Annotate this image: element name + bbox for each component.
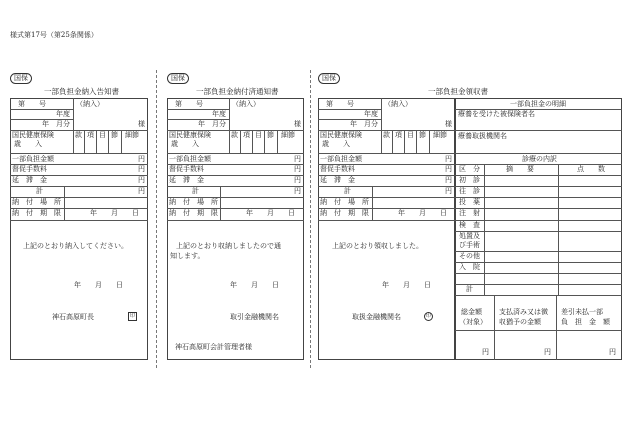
due-date: 年 月 日	[246, 209, 295, 217]
remain-label: 差引未払一部	[561, 308, 603, 316]
honorific: 様	[294, 120, 301, 128]
col-moku: 目	[255, 131, 262, 139]
tax-item: 歳 入	[322, 140, 350, 148]
col-moku: 目	[407, 131, 414, 139]
total-label: 計	[192, 187, 199, 195]
amount-label: 一部負担金額	[169, 155, 211, 163]
insurance-label: 国民健康保険	[12, 131, 54, 139]
notice-title: 一部負担金納入告知書	[44, 87, 119, 96]
seal-icon: 印	[129, 313, 135, 319]
receipt-notice-message-2: 知します。	[170, 252, 205, 260]
paid-label-2: 収猶予の金額	[499, 318, 541, 326]
bank-name: 取扱金融機関名	[352, 313, 401, 321]
kokuho-tag: 国保	[318, 73, 340, 84]
number-note: （納入）	[76, 100, 104, 108]
receipt-notice-date: 年 月 日	[230, 281, 279, 289]
section-oushin: 往 診	[459, 187, 480, 195]
section-shoshin: 初 診	[459, 176, 480, 184]
col-saisetsu: 細節	[125, 131, 139, 139]
col-kou: 項	[243, 131, 250, 139]
fee-label: 督促手数料	[320, 165, 355, 173]
notice-message: 上記のとおり納入してください。	[23, 242, 128, 250]
section-touyaku: 投 薬	[459, 198, 480, 206]
tax-item: 歳 入	[14, 140, 42, 148]
section-kensa: 検 査	[459, 221, 480, 229]
place-label: 納 付 場 所	[12, 198, 61, 206]
remain-label-2: 負 担 金 額	[561, 318, 610, 326]
cut-line-1	[156, 70, 157, 368]
yen: 円	[138, 187, 145, 195]
yen: 円	[138, 176, 145, 184]
col-kou: 項	[395, 131, 402, 139]
insured-label: 療養を受けた被保険者名	[458, 110, 535, 118]
kokuho-tag: 国保	[10, 73, 32, 84]
yen: 円	[294, 155, 301, 163]
col-moku: 目	[99, 131, 106, 139]
col-kou: 項	[87, 131, 94, 139]
col-setsu: 節	[419, 131, 426, 139]
fiscal-year: 年度	[212, 110, 226, 118]
treatment-title: 診療の内訳	[522, 155, 557, 163]
yen: 円	[544, 348, 551, 356]
due-date: 年 月 日	[398, 209, 447, 217]
points-label: 点 数	[577, 165, 605, 173]
receipt-title: 一部負担金領収書	[428, 87, 488, 96]
total-amount-label: 総金額	[461, 308, 482, 316]
due-label: 納 付 期 限	[12, 209, 61, 217]
col-saisetsu: 細節	[281, 131, 295, 139]
yen: 円	[445, 187, 452, 195]
col-kan: 款	[231, 131, 238, 139]
yen: 円	[294, 187, 301, 195]
amount-label: 一部負担金額	[12, 155, 54, 163]
receipt-notice-title: 一部負担金納付済通知書	[196, 87, 279, 96]
section-shochi-1: 処置及	[459, 232, 480, 240]
facility-label: 療養取扱機関名	[458, 132, 507, 140]
section-chusha: 注 射	[459, 209, 480, 217]
receipt-notice-message-1: 上記のとおり収納しましたので通	[176, 242, 281, 250]
yen: 円	[482, 348, 489, 356]
honorific: 様	[445, 120, 452, 128]
year-month: 年 月分	[350, 120, 378, 128]
receipt-message: 上記のとおり領収しました。	[332, 242, 423, 250]
due-date: 年 月 日	[90, 209, 139, 217]
kokuho-tag: 国保	[167, 73, 189, 84]
insurance-label: 国民健康保険	[169, 131, 211, 139]
seal-icon: 印	[425, 313, 431, 319]
year-month: 年 月分	[42, 120, 70, 128]
bank-name: 取引金融機関名	[230, 313, 279, 321]
yen: 円	[138, 155, 145, 163]
col-setsu: 節	[111, 131, 118, 139]
treasurer: 神石高原町会計管理者様	[175, 343, 252, 351]
fiscal-year: 年度	[56, 110, 70, 118]
section-sonota: その他	[459, 252, 480, 260]
tax-item: 歳 入	[171, 140, 199, 148]
summary-label: 摘 要	[506, 165, 534, 173]
signer: 神石高原町長	[52, 313, 94, 321]
fee-label: 督促手数料	[169, 165, 204, 173]
place-label: 納 付 場 所	[320, 198, 369, 206]
section-shochi-2: び手術	[459, 241, 480, 249]
form-number: 様式第17号（第25条関係）	[10, 31, 98, 39]
cut-line-2	[310, 70, 311, 368]
col-kan: 款	[75, 131, 82, 139]
paid-label: 支払済み又は徴	[499, 308, 548, 316]
number-label: 第 号	[175, 100, 203, 108]
honorific: 様	[138, 120, 145, 128]
late-label: 延 滞 金	[12, 176, 47, 184]
receipt-date: 年 月 日	[382, 281, 431, 289]
insurance-label: 国民健康保険	[320, 131, 362, 139]
yen: 円	[445, 176, 452, 184]
notice-date: 年 月 日	[74, 281, 123, 289]
amount-label: 一部負担金額	[320, 155, 362, 163]
col-saisetsu: 細節	[433, 131, 447, 139]
fee-label: 督促手数料	[12, 165, 47, 173]
section-total: 計	[466, 285, 473, 293]
due-label: 納 付 期 限	[169, 209, 218, 217]
col-kan: 款	[383, 131, 390, 139]
section-nyuin: 入 院	[459, 263, 480, 271]
detail-title: 一部負担金の明細	[510, 100, 566, 108]
total-label: 計	[344, 187, 351, 195]
place-label: 納 付 場 所	[169, 198, 218, 206]
number-label: 第 号	[18, 100, 46, 108]
year-month: 年 月分	[198, 120, 226, 128]
number-note: （納入）	[232, 100, 260, 108]
number-label: 第 号	[326, 100, 354, 108]
fiscal-year: 年度	[364, 110, 378, 118]
yen: 円	[294, 176, 301, 184]
number-note: （納入）	[384, 100, 412, 108]
late-label: 延 滞 金	[320, 176, 355, 184]
yen: 円	[609, 348, 616, 356]
yen: 円	[294, 165, 301, 173]
total-amount-sub: （対象）	[459, 318, 487, 326]
yen: 円	[138, 165, 145, 173]
late-label: 延 滞 金	[169, 176, 204, 184]
yen: 円	[445, 155, 452, 163]
yen: 円	[445, 165, 452, 173]
total-label: 計	[36, 187, 43, 195]
col-setsu: 節	[267, 131, 274, 139]
section-kubun: 区 分	[459, 165, 480, 173]
due-label: 納 付 期 限	[320, 209, 369, 217]
